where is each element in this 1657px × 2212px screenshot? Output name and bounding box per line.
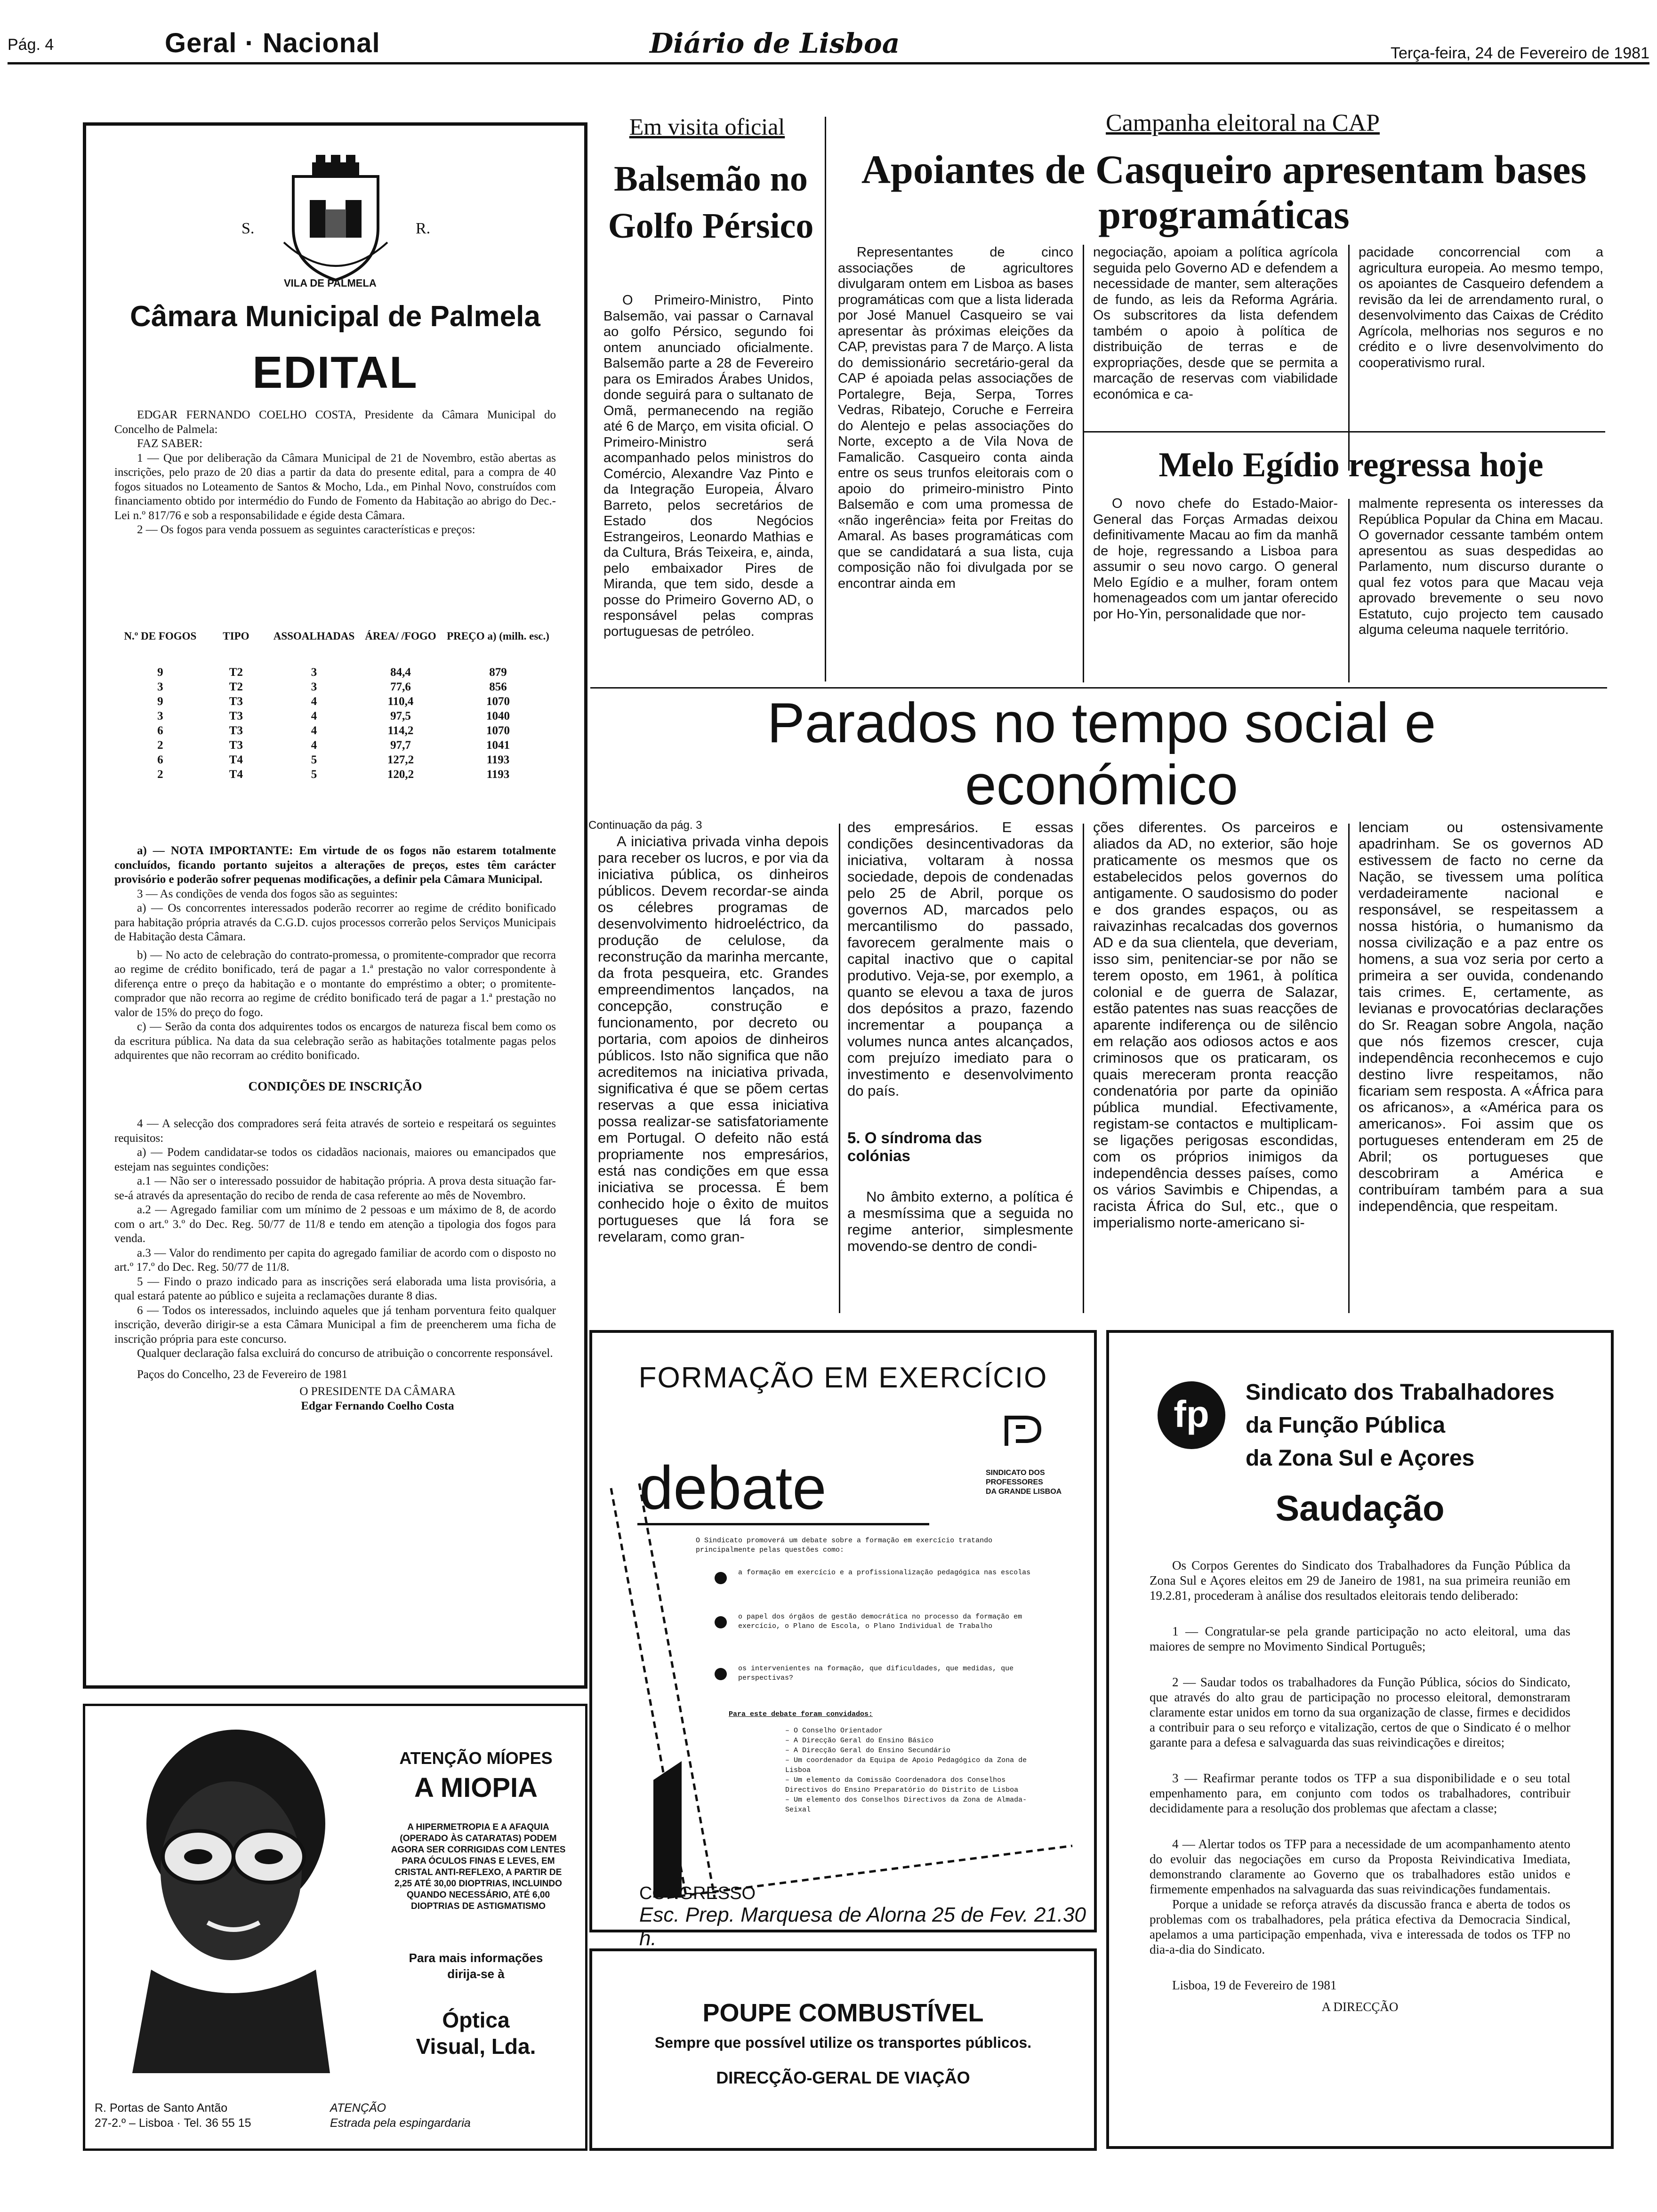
edital-org: Câmara Municipal de Palmela: [130, 300, 540, 333]
bullet-dot-icon: [715, 1572, 727, 1584]
crest-left-letter: S.: [241, 220, 255, 237]
table-cell: T2: [229, 681, 243, 693]
table-cell: T2: [229, 666, 243, 679]
table-cell: 1040: [486, 710, 510, 722]
guest-item: – A Direcção Geral do Ensino Básico: [785, 1737, 934, 1745]
combustivel-sub: Sempre que possível utilize os transportes públicos.: [654, 2034, 1032, 2051]
melo-headline: Melo Egídio regressa hoje: [1158, 446, 1544, 484]
table-cell: T4: [229, 768, 243, 781]
woman-portrait-image: [95, 1715, 358, 2073]
table-cell: 3: [157, 681, 163, 693]
balsemao-body: O Primeiro-Ministro, Pinto Balsemão, vai passar o Carnaval ao golfo Pérsico, segundo foi ontem anunciado oficialmente. Balsemão parte a 28 de Fevereiro para os Emirados Árabes Unidos, donde seguirá para o sultanato de Omã, permanecendo na região até 6 de Março, em visita oficial. O Primeiro-Ministro será acompanhado pelos ministros do Comércio, Alexandre Vaz Pinto e da Integração Europeia, Álvaro Barreto, pelos secretários de Estado dos Negócios Estrangeiros, Leonardo Mathias e da Cultura, Brás Teixeira, e, ainda, pelo embaixador Pires de Miranda, que tem sido, desde a posse do Primeiro Governo AD, o responsável pelas compras portuguesas de petróleo.: [603, 293, 813, 639]
debate-intro: O Sindicato promoverá um debate sobre a formação em exercício tratando principalmente pelas questões como:: [696, 1537, 993, 1554]
masthead: [0, 19, 1657, 61]
debate-bullet: os intervenientes na formação, que dificuldades, que medidas, que perspectivas?: [715, 1664, 1044, 1683]
crest-right-letter: R.: [416, 220, 431, 237]
table-cell: 3: [157, 710, 163, 722]
miopia-info2: dirija-se à: [447, 1967, 505, 1981]
stfp-body: [1150, 1558, 1570, 2014]
table-cell: 120,2: [387, 768, 414, 781]
parados-col2b: No âmbito externo, a política é a mesmíssima que a seguida no regime anterior, simplesmente movendo-se dentro de condi-: [847, 1188, 1073, 1254]
table-cell: 4: [311, 695, 317, 708]
table-row: [119, 665, 552, 680]
union-line2: PROFESSORES: [986, 1478, 1043, 1486]
fp-logo-icon: [1156, 1380, 1227, 1451]
table-cell: 97,5: [390, 710, 411, 722]
parados-col1: A iniciativa privada vinha depois para receber os lucros, e por via da iniciativa pública, os dinheiros públicos. Devem recordar-se ainda os célebres programas de desenvolvimento hidroeléctrico, da produção de celulose, da reconstrução da marinha mercante, da frota pesqueira, etc. Grandes empreendimentos lançados, na concepção, construção e funcionamento, por decreto ou portaria, com apoios de dinheiros públicos. Isto não significa que não acreditemos na iniciativa privada, significativa é que se põem certas reservas a que essa iniciativa possa realizar-se satisfatoriamente em Portugal. O defeito não está propriamente nos empresários, está nas condições em que essa iniciativa se processa. É bem conhecido hoje o êxito de muitos portugueses que lá fora se revelaram, como gran-: [598, 833, 828, 1245]
optica-note1: ATENÇÃO: [330, 2101, 386, 2115]
palmela-crest-icon: [265, 148, 406, 289]
edital-p13: a.3 — Valor do rendimento per capita do agregado familiar de acordo com o disposto no art.º 17.º do Dec. Reg. 50/77 de 11/8.: [114, 1246, 556, 1274]
edital-cond-title: CONDIÇÕES DE INSCRIÇÃO: [248, 1079, 422, 1093]
edital-p10: a) — Podem candidatar-se todos os cidadãos nacionais, maiores ou emancipados que estejam nas seguintes condições:: [114, 1146, 556, 1173]
table-cell: 4: [311, 710, 317, 722]
optica-address1: R. Portas de Santo Antão: [95, 2101, 228, 2115]
stfp-p4: 3 — Reafirmar perante todos os TFP a sua disponibilidade e o seu total empenhamento para, em conjunto com todos os trabalhadores, contribuir decididamente para a resolução dos problemas que afectam a classe;: [1150, 1771, 1570, 1815]
stfp-title: Saudação: [1275, 1489, 1445, 1529]
table-cell: 879: [489, 666, 507, 679]
table-row: [119, 694, 552, 709]
table-cell: 4: [311, 724, 317, 737]
table-cell: 1193: [486, 768, 510, 781]
miopia-ad: [83, 1704, 587, 2151]
edital-sig2: Edgar Fernando Coelho Costa: [301, 1399, 454, 1412]
edital-p6: a) — Os concorrentes interessados poderão recorrer ao regime de crédito bonificado para habitação própria através da C.G.D. cujos processos correrão pelos Serviços Municipais de Habitação desta Câmara.: [114, 902, 556, 943]
edital-p15: 6 — Todos os interessados, incluindo aqueles que já tenham porventura feito qualquer inscrição, deverão dirigir-se a esta Câmara Municipal a fim de preencherem uma ficha de inscrição própria para este concurso.: [114, 1304, 556, 1346]
svg-text:fp: fp: [1174, 1393, 1209, 1435]
table-cell: 3: [311, 666, 317, 679]
debate-bullet: o papel dos órgãos de gestão democrática no processo da formação em exercício, o Plano de Escola, o Plano Individual de Trabalho: [715, 1612, 1044, 1631]
miopia-title2: A MIOPIA: [414, 1772, 538, 1803]
optica-address2: 27-2.º – Lisboa · Tel. 36 55 15: [95, 2116, 251, 2130]
balsemao-headline: Balsemão no Golfo Pérsico: [608, 159, 814, 246]
edital-p14: 5 — Findo o prazo indicado para as inscrições será elaborada uma lista provisória, a qual estará patente ao público e sujeita a reclamações durante 8 dias.: [114, 1275, 556, 1302]
table-cell: 2: [157, 768, 163, 781]
table-cell: T3: [229, 724, 243, 737]
column-rule: [1348, 824, 1350, 1313]
parados-headline: Parados no tempo social e económico: [767, 691, 1436, 817]
table-cell: T3: [229, 695, 243, 708]
edital-p2: FAZ SABER:: [137, 437, 203, 450]
cap-col1: Representantes de cinco associações de agricultores divulgaram ontem em Lisboa as bases programáticas com que a lista liderada por José Manuel Casqueiro se vai apresentar às próximas eleições da CAP, previstas para 7 de Março. A lista do demissionário secretário-geral da CAP é apoiada pelas associações de Portalegre, Beja, Serpa, Torres Vedras, Ribatejo, Coruche e Ferreira do Alentejo e pelas associações do Norte, excepto a de Vila Nova de Famalicão. Casqueiro conta ainda entre os seus trunfos eleitorais com o apoio do primeiro-ministro Pinto Balsemão e com uma promessa de «não ingerência» feita por Freitas do Amaral. As bases programáticas com que se candidatará a sua lista, cuja composição não foi divulgada por se encontrar ainda em: [838, 245, 1073, 591]
miopia-info1: Para mais informações: [409, 1951, 543, 1965]
stfp-p5: 4 — Alertar todos os TFP para a necessidade de um acompanhamento atento do evoluir das negociações em curso da Proposta Reivindicativa Imediata, demonstrando claramente ao Governo que os trabalhadores estão unidos e firmemente empenhados na salvaguarda das suas reivindicações fundamentais.: [1150, 1837, 1570, 1896]
edital-p16: Qualquer declaração falsa excluirá do concurso de atribuição o concorrente responsável.: [137, 1347, 553, 1360]
stfp-date: Lisboa, 19 de Fevereiro de 1981: [1172, 1978, 1337, 1992]
edital-p7: b) — No acto de celebração do contrato-promessa, o promitente-comprador que recorra ao regime de crédito bonificado, terá de pagar a 1.ª prestação no valor correspondente à diferença entre o preço da habitação e o montante do empréstimo a obter; o promitente-comprador que não recorra ao regime de crédito bonificado terá de pagar a 1.ª prestação no valor de 15% do preço do fogo.: [114, 948, 556, 1019]
table-cell: 1041: [486, 739, 510, 752]
debate-ad: [589, 1330, 1097, 1950]
parados-col3: ções diferentes. Os parceiros e aliados da AD, no exterior, são hoje praticamente os mesmos que os estabelecidos pelos governos do antigamente. O saudosismo do poder e dos grandes espaços, ou as raivazinhas recalcadas dos governos AD e da sua clientela, que deveriam, isso sim, penitenciar-se por não se terem oposto, em 1961, à política colonial e de guerra de Salazar, estão patentes nas suas reacções de aparente indiferença ou de silêncio em relação aos odiosos actos e aos criminosos que os praticaram, os quais mereceram pronta reacção condenatória por parte da opinião pública mundial. Efectivamente, registam-se contactos e multiplicam-se ligações perigosas escondidas, com os próprios inimigos da independência desses países, como os vários Savimbis e Chipendas, a racista África do Sul, etc., que o imperialismo norte-americano si-: [1093, 819, 1338, 1231]
table-row: [119, 753, 552, 767]
optica-note2: Estrada pela espingardaria: [330, 2116, 471, 2130]
stfp-sign: A DIRECÇÃO: [1321, 2000, 1399, 2014]
edital-p17: Paços do Concelho, 23 de Fevereiro de 1981: [137, 1368, 348, 1381]
parados-col2: [847, 819, 1073, 1254]
crest-ribbon: VILA DE PALMELA: [284, 277, 377, 289]
debate-congress: CONGRESSO: [639, 1883, 756, 1903]
guest-item: – Um elemento dos Conselhos Directivos da Zona de Almada-Seixal: [785, 1796, 1027, 1814]
debate-title: FORMAÇÃO EM EXERCÍCIO: [638, 1362, 1048, 1394]
col-header: PREÇO a) (milh. esc.): [447, 630, 549, 642]
column-rule: [825, 117, 826, 681]
edital-p1: EDGAR FERNANDO COELHO COSTA, Presidente da Câmara Municipal do Concelho de Palmela:: [114, 409, 556, 436]
table-cell: 856: [489, 681, 507, 693]
table-cell: 77,6: [390, 681, 411, 693]
stfp-name2: da Função Pública: [1246, 1413, 1446, 1438]
stfp-name3: da Zona Sul e Açores: [1246, 1446, 1475, 1471]
union-line3: DA GRANDE LISBOA: [986, 1488, 1062, 1496]
table-cell: 1070: [486, 724, 510, 737]
combustivel-title: POUPE COMBUSTÍVEL: [702, 1999, 984, 2027]
table-cell: 5: [311, 753, 317, 766]
edital-table-body: [119, 665, 552, 782]
col-header: ASSOALHADAS: [273, 630, 355, 642]
table-cell: 9: [157, 666, 163, 679]
stfp-p1: Os Corpos Gerentes do Sindicato dos Trabalhadores da Função Pública da Zona Sul e Açores eleitos em 29 de Janeiro de 1981, na sua primeira reunião em 19.2.81, procederam à análise dos resultados eleitorais tendo deliberado:: [1150, 1558, 1570, 1603]
column-rule: [1083, 824, 1084, 1313]
stfp-p3: 2 — Saudar todos os trabalhadores da Função Pública, sócios do Sindicato, que através do alto grau de participação no processo eleitoral, demonstraram claramente estar unidos em torno da sua organização de classe, firmes e decididos a contribuir para o seu reforço e vitalização, certos de que o Sindicato é o melhor garante para a defesa e salvaguarda das suas reivindicações e direitos;: [1150, 1675, 1570, 1749]
edital-p9: 4 — A selecção dos compradores será feita através de sorteio e respeitará os seguintes requisitos:: [114, 1117, 556, 1145]
debate-venue: Esc. Prep. Marquesa de Alorna 25 de Fev. 21.30 h.: [639, 1903, 1086, 1950]
edital-p8: c) — Serão da conta dos adquirentes todos os encargos de natureza fiscal bem como os da escritura pública. Na data da sua celebração serão as habitações totalmente pagas pelos adquirentes que não recorram ao crédito bonificado.: [114, 1020, 556, 1062]
newspaper-name: Diário de Lisboa: [650, 27, 900, 59]
table-cell: 127,2: [387, 753, 414, 766]
guest-item: – A Direcção Geral do Ensino Secundário: [785, 1747, 951, 1755]
edital-sig1: O PRESIDENTE DA CÂMARA: [299, 1385, 456, 1398]
col-header: N.º DE FOGOS: [124, 630, 197, 642]
union-logo-icon: [997, 1408, 1049, 1455]
debate-guests: [729, 1709, 1030, 1815]
table-cell: T3: [229, 739, 243, 752]
bullet-dot-icon: [715, 1616, 727, 1628]
edital-box: [83, 122, 587, 1689]
union-line1: SINDICATO DOS: [986, 1469, 1045, 1477]
miopia-title1: ATENÇÃO MÍOPES: [399, 1748, 553, 1768]
edital-p11: a.1 — Não ser o interessado possuidor de habitação própria. A prova desta situação far-se-á através da apresentação do recibo de renda de casa referente ao mês de Novembro.: [114, 1175, 556, 1202]
bullet-dot-icon: [715, 1668, 727, 1680]
parados-col2a: des empresários. E essas condições desincentivadoras da iniciativa, voltaram à nossa sociedade, depois de condenadas pelo 25 de Abril, porque os governos AD, marcados pelo mercantilismo do passado, favorecem geralmente mais o capital inactivo que o capital produtivo. Veja-se, por exemplo, a quanto se elevou a taxa de juros dos depósitos a prazo, fazendo incrementar a poupança a volumes nunca antes alcançados, com prejuízo imediato para o investimento e desenvolvimento do país.: [847, 819, 1073, 1099]
guests-title: Para este debate foram convidados:: [729, 1710, 873, 1718]
edital-p3: 1 — Que por deliberação da Câmara Municipal de 21 de Novembro, estão abertas as inscrições, pelo prazo de 20 dias a partir da data do presente edital, para a compra de 40 fogos situados no Loteamento de Santos & Mocho, Lda., em Pinhal Novo, construídos com financiamento obtido por intermédio do Fundo de Fomento da Habitação ao abrigo do Dec.-Lei n.º 817/76 e sob a responsabilidade e égide desta Câmara.: [114, 451, 556, 522]
table-row: [119, 709, 552, 723]
section-rule: [1083, 431, 1605, 433]
table-row: [119, 738, 552, 753]
table-cell: 9: [157, 695, 163, 708]
table-cell: 6: [157, 753, 163, 766]
guest-item: – O Conselho Orientador: [785, 1727, 883, 1735]
optica-brand2: Visual, Lda.: [416, 2034, 536, 2059]
table-cell: 114,2: [387, 724, 414, 737]
table-row: [119, 767, 552, 782]
combustivel-ad: [589, 1948, 1097, 2151]
melo-col1: O novo chefe do Estado-Maior-General das Forças Armadas deixou definitivamente Macau ao fim da manhã de hoje, regressando a Lisboa para assumir o seu novo cargo. O general Melo Egídio e a mulher, foram ontem homenageados com um jantar oferecido por Ho-Yin, personalidade que nor-: [1093, 496, 1338, 622]
page-number: Pág. 4: [8, 36, 54, 54]
parados-col4: lenciam ou ostensivamente apadrinham. Se os governos AD estivessem de facto no cerne da Nação, se tivessem uma política verdadeiramente nacional e responsável, se respeitassem a nossa história, o humanismo da nossa civilização e a paz entre os homens, a sua voz seria por certo a primeira a ser ouvida, condenando tais crimes. E, certamente, as levianas e provocatórias declarações do Sr. Reagan sobre Angola, nação que nós fizemos crescer, cuja independência reconhecemos e cujo destino livre respeitamos, não ficariam sem resposta. A «África para os africanos», a «América para os americanos». Foi assim que os portugueses entenderam em 25 de Abril; os portugueses que descobriram a América e contribuíram também para a sua independência, que respeitam.: [1359, 819, 1603, 1214]
stfp-ad: [1106, 1330, 1614, 2149]
table-cell: 3: [311, 681, 317, 693]
edital-p4: 2 — Os fogos para venda possuem as seguintes características e preços:: [137, 523, 475, 536]
table-cell: 84,4: [390, 666, 411, 679]
debate-bullets: [715, 1568, 1044, 1695]
edital-p12: a.2 — Agregado familiar com um mínimo de 2 pessoas e um máximo de 8, de acordo com o art.º 3.º do Dec. Reg. 50/77 de 11/8 e tendo em atenção a tipologia dos fogos para venda.: [114, 1203, 556, 1245]
edital-body-bottom: [114, 844, 556, 1413]
section-rule: [590, 687, 1607, 689]
edital-body-top: [114, 408, 556, 537]
stfp-name: [1246, 1376, 1575, 1475]
table-row: [119, 680, 552, 694]
edital-p5: 3 — As condições de venda dos fogos são as seguintes:: [137, 887, 398, 900]
parados-continuation: Continuação da pág. 3: [588, 819, 702, 832]
col-header: ÁREA/ /FOGO: [365, 630, 436, 642]
masthead-rule: [8, 62, 1649, 64]
edital-title: EDITAL: [252, 347, 418, 398]
melo-col2: malmente representa os interesses da República Popular da China em Macau. O governador cessante também ontem apresentou as suas despedidas ao Parlamento, num discurso durante o qual fez votos para que Macau veja aprovado brevemente o seu novo Estatuto, cujo projecto tem causado alguma celeuma naquele território.: [1359, 496, 1603, 637]
column-rule: [1348, 245, 1350, 471]
table-cell: 97,7: [390, 739, 411, 752]
section-name: Geral · Nacional: [165, 28, 380, 58]
debate-word: debate: [639, 1453, 827, 1522]
parados-subhead: 5. O síndroma das colónias: [847, 1129, 982, 1164]
col-header: TIPO: [223, 630, 249, 642]
debate-bullet: a formação em exercício e a profissionalização pedagógica nas escolas: [715, 1568, 1044, 1584]
table-cell: 1193: [486, 753, 510, 766]
table-cell: 5: [311, 768, 317, 781]
cap-headline: Apoiantes de Casqueiro apresentam bases programáticas: [861, 147, 1587, 237]
issue-date: Terça-feira, 24 de Fevereiro de 1981: [1391, 44, 1649, 62]
miopia-body: A HIPERMETROPIA E A AFAQUIA (OPERADO ÀS CATARATAS) PODEM AGORA SER CORRIGIDAS COM LENTES PARA ÓCULOS FINAS E LEVES, EM CRISTAL ANTI-REFLEXO, A PARTIR DE 2,25 ATÉ 30,00 DIOPTRIAS, INCLUINDO QUANDO NECESSÁRIO, ATÉ 6,00 DIOPTRIAS DE ASTIGMATISMO: [391, 1822, 566, 1911]
table-cell: 110,4: [387, 695, 414, 708]
stfp-p6: Porque a unidade se reforça através da discussão franca e aberta de todos os problemas com os trabalhadores, pela prática efectiva da Democracia Sindical, apelamos a uma participação empenhada, viva e interessada de todos os TFP no dia-a-dia do Sindicato.: [1150, 1897, 1570, 1956]
table-cell: T4: [229, 753, 243, 766]
column-rule: [839, 824, 840, 1313]
table-cell: 4: [311, 739, 317, 752]
table-row: [119, 723, 552, 738]
balsemao-kicker: Em visita oficial: [629, 113, 785, 140]
stfp-name1: Sindicato dos Trabalhadores: [1246, 1380, 1555, 1405]
column-rule: [1348, 499, 1350, 682]
column-rule: [1083, 245, 1084, 682]
cap-col2: negociação, apoiam a política agrícola seguida pelo Governo AD e defendem a necessidade de manter, sem alterações de fundo, as leis da Reforma Agrária. Os subscritores da lista defendem também o apoio à política de distribuição de terras e de expropriações, desde que se permita a marcação de reservas com viabilidade económica e ca-: [1093, 245, 1338, 402]
stfp-p2: 1 — Congratular-se pela grande participação no acto eleitoral, uma das maiores de sempre no Movimento Sindical Português;: [1150, 1624, 1570, 1653]
table-cell: 1070: [486, 695, 510, 708]
guest-item: – Um coordenador da Equipa de Apoio Pedagógico da Zona de Lisboa: [785, 1756, 1027, 1774]
edital-table: [119, 629, 552, 782]
table-cell: T3: [229, 710, 243, 722]
edital-nota: a) — NOTA IMPORTANTE: Em virtude de os fogos não estarem totalmente concluídos, ficando portanto sujeitos a alterações de preços, estes têm carácter provisório e poderão sofrer pequenas modificações, a definir pela Câmara Municipal.: [114, 844, 556, 886]
table-cell: 6: [157, 724, 163, 737]
cap-col3: pacidade concorrencial com a agricultura europeia. Ao mesmo tempo, os apoiantes de Casqueiro defendem a revisão da lei de arrendamento rural, o desenvolvimento das Caixas de Crédito Agrícola, melhorias nos seguros e no crédito e o livre desenvolvimento do cooperativismo rural.: [1359, 245, 1603, 370]
cap-kicker: Campanha eleitoral na CAP: [1106, 110, 1380, 136]
guest-item: – Um elemento da Comissão Coordenadora dos Conselhos Directivos do Ensino Preparatório do Distrito de Lisboa: [785, 1776, 1019, 1794]
optica-brand1: Óptica: [442, 2008, 510, 2032]
combustivel-org: DIRECÇÃO-GERAL DE VIAÇÃO: [716, 2068, 970, 2087]
table-cell: 2: [157, 739, 163, 752]
